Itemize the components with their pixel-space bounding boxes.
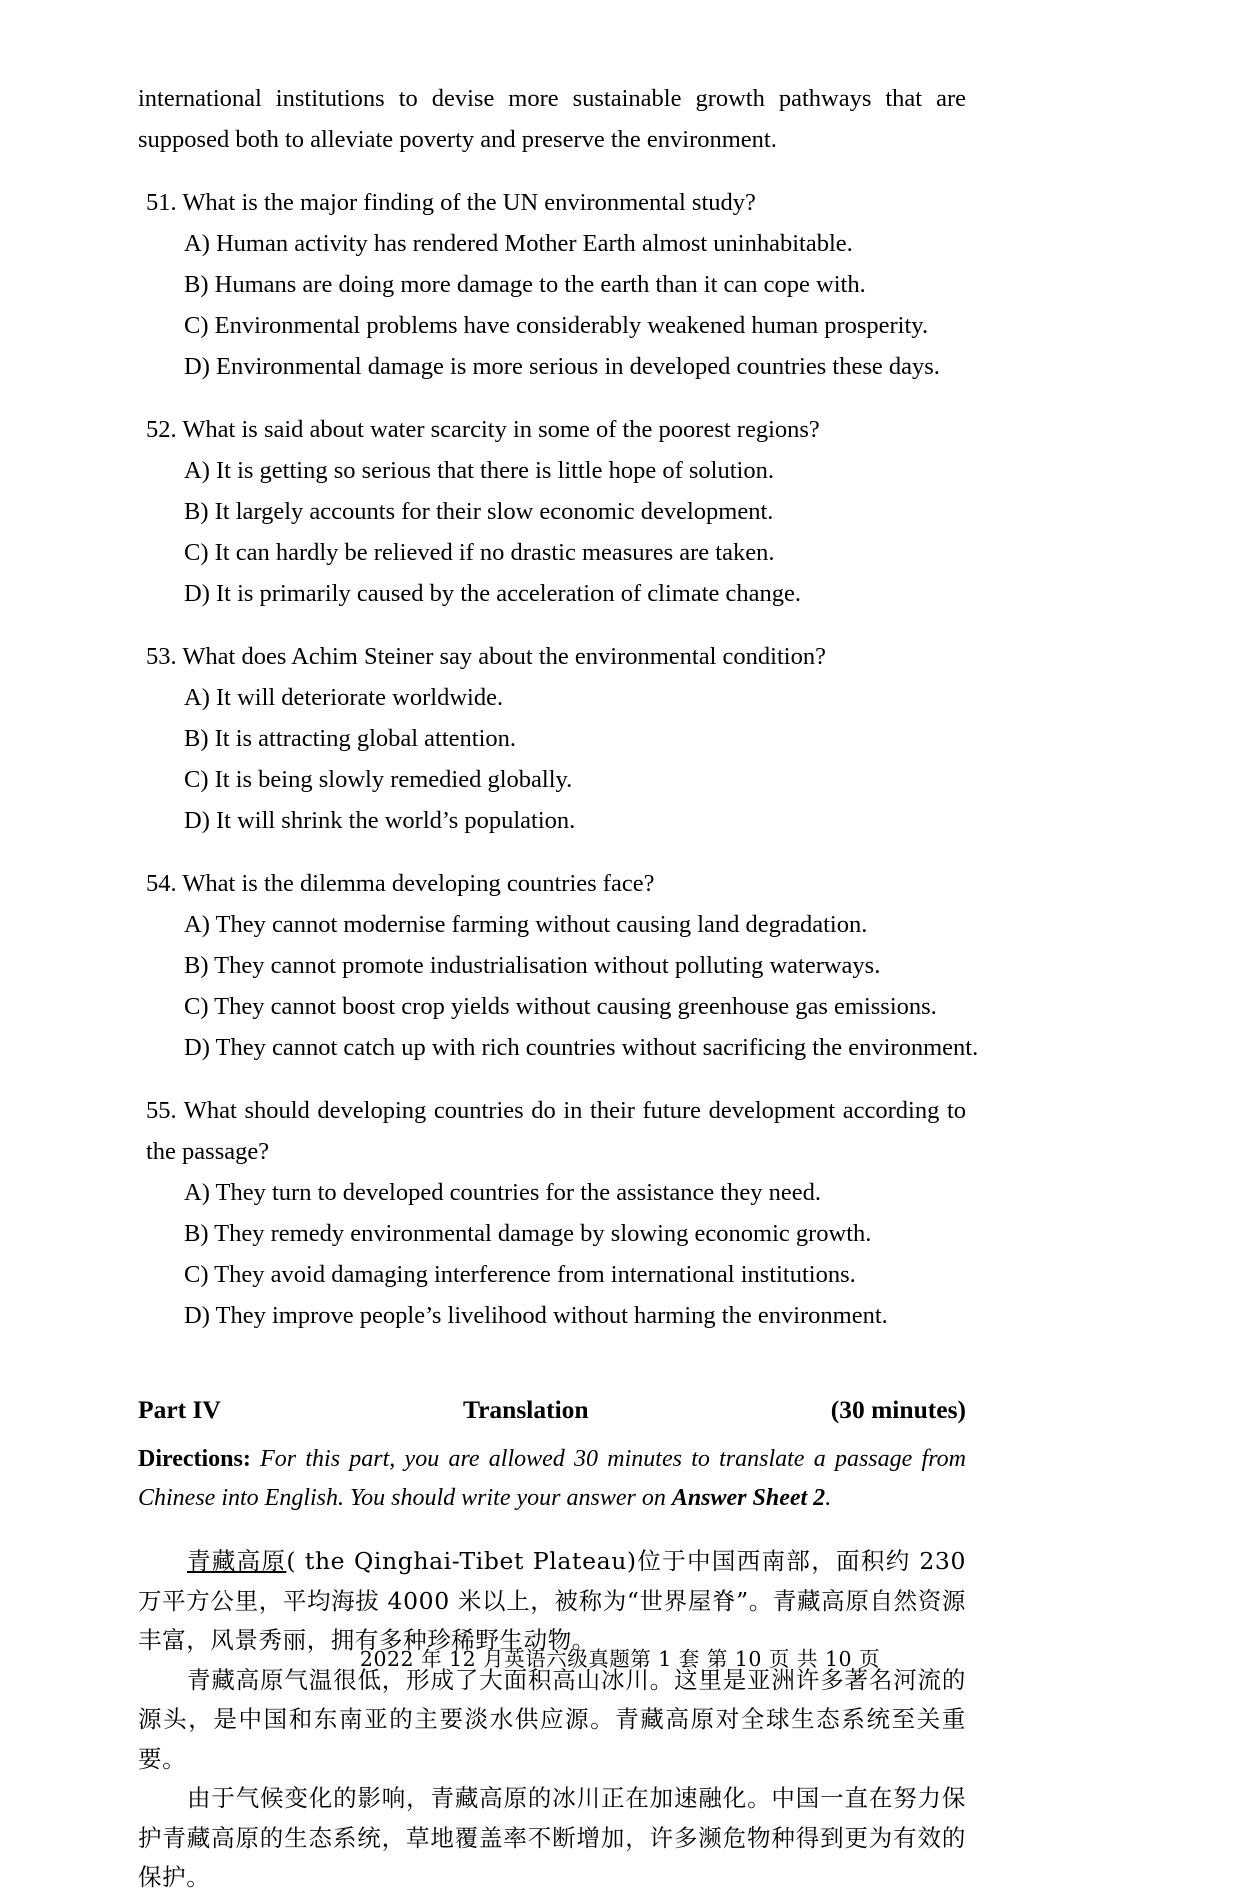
question-number-51: 51. bbox=[146, 189, 177, 216]
question-stem-54 bbox=[146, 863, 966, 904]
option-54-d[interactable]: D) They cannot catch up with rich countries without sacrificing the environment. bbox=[184, 1034, 979, 1061]
chinese-paragraph-3: 由于气候变化的影响，青藏高原的冰川正在加速融化。中国一直在努力保护青藏高原的生态系统，草地覆盖率不断增加，许多濒危物种得到更为有效的保护。 bbox=[138, 1784, 966, 1891]
option-53-a[interactable]: A) It will deteriorate worldwide. bbox=[184, 684, 504, 711]
page-footer: 2022 年 12 月英语六级真题第 1 套 第 10 页 共 10 页 bbox=[359, 1647, 881, 1671]
question-number-52: 52. bbox=[146, 416, 177, 443]
part-duration: (30 minutes) bbox=[830, 1395, 966, 1424]
question-block-52 bbox=[138, 409, 966, 614]
question-number-54: 54. bbox=[146, 870, 177, 897]
option-55-d[interactable]: D) They improve people’s livelihood without harming the environment. bbox=[184, 1302, 888, 1329]
option-53-c[interactable]: C) It is being slowly remedied globally. bbox=[184, 766, 573, 793]
option-55-a[interactable]: A) They turn to developed countries for the assistance they need. bbox=[184, 1179, 822, 1206]
part-label: Part IV bbox=[138, 1395, 221, 1424]
directions-paragraph bbox=[138, 1440, 966, 1518]
part-title: Translation bbox=[462, 1395, 589, 1424]
question-stem-53 bbox=[146, 636, 966, 677]
option-54-c[interactable]: C) They cannot boost crop yields without causing greenhouse gas emissions. bbox=[184, 993, 937, 1020]
question-stem-55 bbox=[146, 1090, 966, 1172]
option-53-d[interactable]: D) It will shrink the world’s population. bbox=[184, 807, 576, 834]
question-block-55 bbox=[138, 1090, 966, 1336]
page-content bbox=[138, 78, 979, 1898]
option-51-d[interactable]: D) Environmental damage is more serious in developed countries these days. bbox=[184, 353, 940, 380]
question-text-54: What is the dilemma developing countries face? bbox=[182, 870, 655, 897]
question-text-55: What should developing countries do in their future development according to the passage? bbox=[146, 1097, 966, 1165]
question-stem-51 bbox=[146, 182, 966, 223]
question-text-51: What is the major finding of the UN environmental study? bbox=[182, 189, 756, 216]
underlined-term: 青藏高原 bbox=[187, 1547, 287, 1575]
option-51-a[interactable]: A) Human activity has rendered Mother Earth almost uninhabitable. bbox=[184, 230, 853, 257]
chinese-paragraph-1-text: ( the Qinghai-Tibet Plateau)位于中国西南部，面积约 230 万平方公里，平均海拔 4000 米以上，被称为“世界屋脊”。青藏高原自然资源丰富，风景秀丽，拥有多种珍稀野生动物。 bbox=[138, 1547, 967, 1654]
part-header bbox=[138, 1390, 966, 1430]
question-number-53: 53. bbox=[146, 643, 177, 670]
directions-label: Directions: bbox=[138, 1446, 251, 1472]
question-text-53: What does Achim Steiner say about the environmental condition? bbox=[182, 643, 826, 670]
option-52-b[interactable]: B) It largely accounts for their slow economic development. bbox=[184, 498, 774, 525]
option-51-b[interactable]: B) Humans are doing more damage to the earth than it can cope with. bbox=[184, 271, 866, 298]
option-52-d[interactable]: D) It is primarily caused by the acceleration of climate change. bbox=[184, 580, 801, 607]
option-54-a[interactable]: A) They cannot modernise farming without causing land degradation. bbox=[184, 911, 868, 938]
directions-text-after: . bbox=[825, 1485, 832, 1511]
option-55-c[interactable]: C) They avoid damaging interference from international institutions. bbox=[184, 1261, 856, 1288]
chinese-paragraph-2: 青藏高原气温很低，形成了大面积高山冰川。这里是亚洲许多著名河流的源头，是中国和东南亚的主要淡水供应源。青藏高原对全球生态系统至关重要。 bbox=[138, 1665, 966, 1773]
option-54-b[interactable]: B) They cannot promote industrialisation without polluting waterways. bbox=[184, 952, 881, 979]
option-52-c[interactable]: C) It can hardly be relieved if no drastic measures are taken. bbox=[184, 539, 775, 566]
question-block-51 bbox=[138, 182, 966, 387]
option-53-b[interactable]: B) It is attracting global attention. bbox=[184, 725, 517, 752]
question-text-52: What is said about water scarcity in some of the poorest regions? bbox=[182, 416, 820, 443]
option-52-a[interactable]: A) It is getting so serious that there is little hope of solution. bbox=[184, 457, 774, 484]
question-block-53 bbox=[138, 636, 966, 841]
question-block-54 bbox=[138, 863, 979, 1068]
question-stem-52 bbox=[146, 409, 966, 450]
answer-sheet-reference: Answer Sheet 2 bbox=[671, 1485, 826, 1511]
lead-paragraph: international institutions to devise more sustainable growth pathways that are supposed both to alleviate poverty and preserve the environment. bbox=[138, 85, 966, 153]
question-number-55: 55. bbox=[146, 1097, 177, 1124]
option-55-b[interactable]: B) They remedy environmental damage by slowing economic growth. bbox=[184, 1220, 872, 1247]
option-51-c[interactable]: C) Environmental problems have considerably weakened human prosperity. bbox=[184, 312, 929, 339]
directions-text-before: For this part, you are allowed 30 minutes to translate a passage from Chinese into English. You should write your answer on bbox=[138, 1446, 966, 1511]
